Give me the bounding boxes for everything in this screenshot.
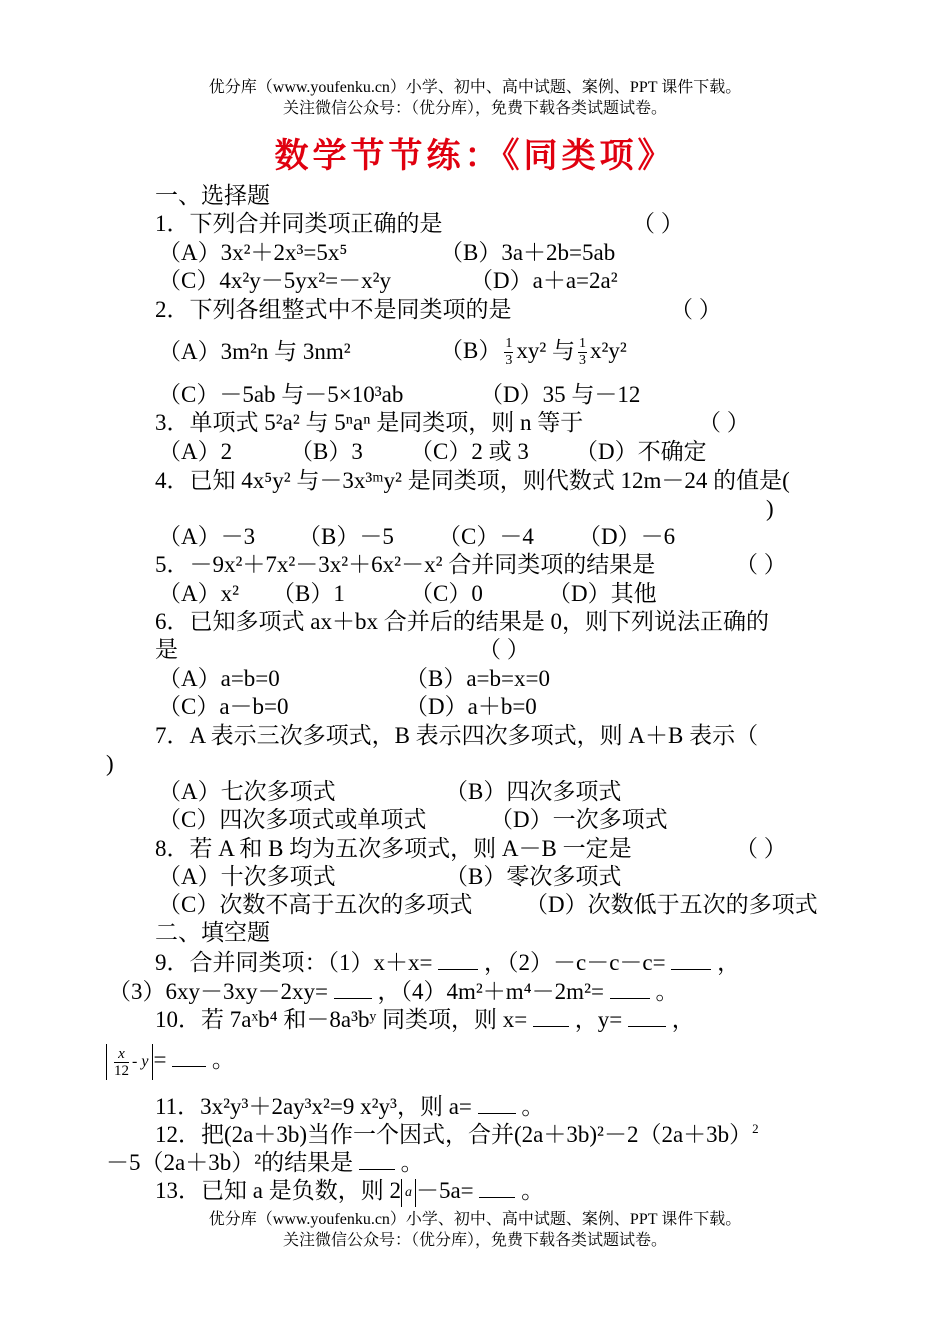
answer-blank[interactable] bbox=[479, 1177, 515, 1198]
q10-line-2: $\frac{x}{12}$ - y = 。 bbox=[106, 1042, 235, 1080]
q6-option-c: （C）a－b=0 bbox=[158, 694, 289, 719]
answer-blank[interactable] bbox=[610, 978, 650, 999]
q6-option-a: （A）a=b=0 bbox=[158, 666, 280, 691]
q3-option-d: （D）不确定 bbox=[575, 439, 707, 464]
q4-stem: 4．已知 4x⁵y² 与－3x³ᵐy² 是同类项，则代数式 12m－24 的值是( bbox=[155, 468, 790, 493]
q5-answer-paren: （ ） bbox=[735, 552, 787, 577]
q10-line-1: 10．若 7aˣb⁴ 和－8a³bʸ 同类项，则 x= ，y= ， bbox=[155, 1007, 695, 1032]
q5-option-b: （B）1 bbox=[272, 581, 345, 606]
q8-option-d: （D）次数低于五次的多项式 bbox=[525, 892, 818, 917]
q6-stem-cont: 是 bbox=[155, 637, 178, 662]
q2-stem: 2．下列各组整式中不是同类项的是 bbox=[155, 297, 512, 322]
q3-stem: 3．单项式 5²a² 与 5ⁿaⁿ 是同类项，则 n 等于 bbox=[155, 410, 584, 435]
q4-option-b: （B）－5 bbox=[298, 524, 394, 549]
q2-option-b-label: （B） bbox=[440, 337, 502, 363]
header-line-2: 关注微信公众号：（优分库），免费下载各类试题试卷。 bbox=[282, 100, 667, 117]
q1-option-c: （C）4x²y－5yx²=－x²y bbox=[158, 268, 391, 293]
answer-blank[interactable] bbox=[359, 1149, 395, 1170]
q5-option-d: （D）其他 bbox=[548, 581, 657, 606]
q2-option-d: （D）35 与－12 bbox=[480, 382, 641, 407]
section-fill-heading: 二、填空题 bbox=[155, 920, 270, 945]
q3-option-a: （A）2 bbox=[158, 439, 233, 464]
q6-answer-paren: （ ） bbox=[478, 637, 530, 662]
q7-option-b: （B）四次多项式 bbox=[445, 779, 622, 804]
answer-blank[interactable] bbox=[671, 949, 711, 970]
q4-answer-paren-close: ) bbox=[766, 496, 774, 521]
q1-option-d: （D）a＋a=2a² bbox=[470, 268, 618, 293]
q12-line-1: 12．把(2a＋3b)当作一个因式，合并$(2a+3b)^2-2(2a+3b)^2$ bbox=[155, 1121, 759, 1147]
q7-option-c: （C）四次多项式或单项式 bbox=[158, 807, 427, 832]
q5-option-a: （A）x² bbox=[158, 581, 240, 606]
q7-stem: 7．A 表示三次多项式，B 表示四次多项式，则 A＋B 表示（ bbox=[155, 723, 759, 748]
absolute-value-expression: $\frac{x}{12}$ - y bbox=[106, 1044, 153, 1080]
q8-option-b: （B）零次多项式 bbox=[445, 864, 622, 889]
q1-option-a: （A）3x²＋2x³=5x⁵ bbox=[158, 240, 348, 265]
q8-stem: 8．若 A 和 B 均为五次多项式，则 A－B 一定是 bbox=[155, 836, 632, 861]
q1-answer-paren: （ ） bbox=[632, 211, 684, 236]
answer-blank[interactable] bbox=[334, 978, 372, 999]
q13-line: 13．已知 a 是负数，则 2 a －5a= 。 bbox=[155, 1177, 544, 1207]
section-choice-heading: 一、选择题 bbox=[155, 183, 270, 208]
q6-option-b: （B）a=b=x=0 bbox=[405, 666, 550, 691]
q6-stem: 6．已知多项式 ax＋bx 合并后的结果是 0，则下列说法正确的 bbox=[155, 609, 769, 634]
q12-line-2: －5（2a＋3b）²的结果是 。 bbox=[106, 1150, 424, 1175]
q1-option-b: （B）3a＋2b=5ab bbox=[440, 240, 616, 265]
q3-option-c: （C）2 或 3 bbox=[410, 439, 529, 464]
one-third-fraction: $\frac{1}{3}$ bbox=[505, 336, 513, 368]
q7-answer-paren-close: ) bbox=[106, 751, 114, 776]
q2-option-a: （A）3m²n 与 3nm² bbox=[158, 339, 351, 364]
q7-option-d: （D）一次多项式 bbox=[490, 807, 668, 832]
q2-option-b: （B） $\frac{1}{3}$ xy² 与 $\frac{1}{3}$ x²y² bbox=[440, 336, 627, 368]
footer-line-2: 关注微信公众号：（优分库），免费下载各类试题试卷。 bbox=[282, 1232, 667, 1249]
q9-line-1: 9．合并同类项：（1）x＋x= ，（2）－c－c－c= ， bbox=[155, 950, 741, 975]
page-title: 数学节节练：《同类项》 bbox=[274, 136, 676, 176]
q2-answer-paren: （ ） bbox=[670, 297, 722, 322]
q9-line-2: （3）6xy－3xy－2xy= ，（4）4m²＋m⁴－2m²= 。 bbox=[108, 979, 679, 1004]
q4-option-c: （C）－4 bbox=[438, 524, 534, 549]
q6-option-d: （D）a＋b=0 bbox=[405, 694, 537, 719]
one-third-fraction: $\frac{1}{3}$ bbox=[579, 336, 586, 368]
q1-stem: 1．下列合并同类项正确的是 bbox=[155, 211, 443, 236]
answer-blank[interactable] bbox=[172, 1046, 206, 1067]
q5-stem: 5．－9x²＋7x²－3x²＋6x²－x² 合并同类项的结果是 bbox=[155, 552, 656, 577]
answer-blank[interactable] bbox=[438, 949, 478, 970]
q4-option-a: （A）－3 bbox=[158, 524, 256, 549]
answer-blank[interactable] bbox=[478, 1093, 516, 1114]
header-line-1: 优分库（www.youfenku.cn）小学、初中、高中试题、案例、PPT 课件下载。 bbox=[208, 79, 742, 96]
q11-line: 11．3x²y³＋2ay³x²=9 x²y³，则 a= 。 bbox=[155, 1094, 545, 1119]
q8-option-c: （C）次数不高于五次的多项式 bbox=[158, 892, 473, 917]
q4-option-d: （D）－6 bbox=[578, 524, 676, 549]
q8-answer-paren: （ ） bbox=[735, 836, 787, 861]
q2-option-c: （C）－5ab 与－5×10³ab bbox=[158, 382, 404, 407]
footer-line-1: 优分库（www.youfenku.cn）小学、初中、高中试题、案例、PPT 课件下载。 bbox=[208, 1211, 742, 1228]
abs-a: a bbox=[401, 1179, 416, 1207]
q7-option-a: （A）七次多项式 bbox=[158, 779, 336, 804]
q3-option-b: （B）3 bbox=[290, 439, 363, 464]
answer-blank[interactable] bbox=[628, 1006, 666, 1027]
answer-blank[interactable] bbox=[533, 1006, 569, 1027]
q3-answer-paren: （ ） bbox=[698, 410, 750, 435]
q8-option-a: （A）十次多项式 bbox=[158, 864, 336, 889]
q5-option-c: （C）0 bbox=[410, 581, 483, 606]
